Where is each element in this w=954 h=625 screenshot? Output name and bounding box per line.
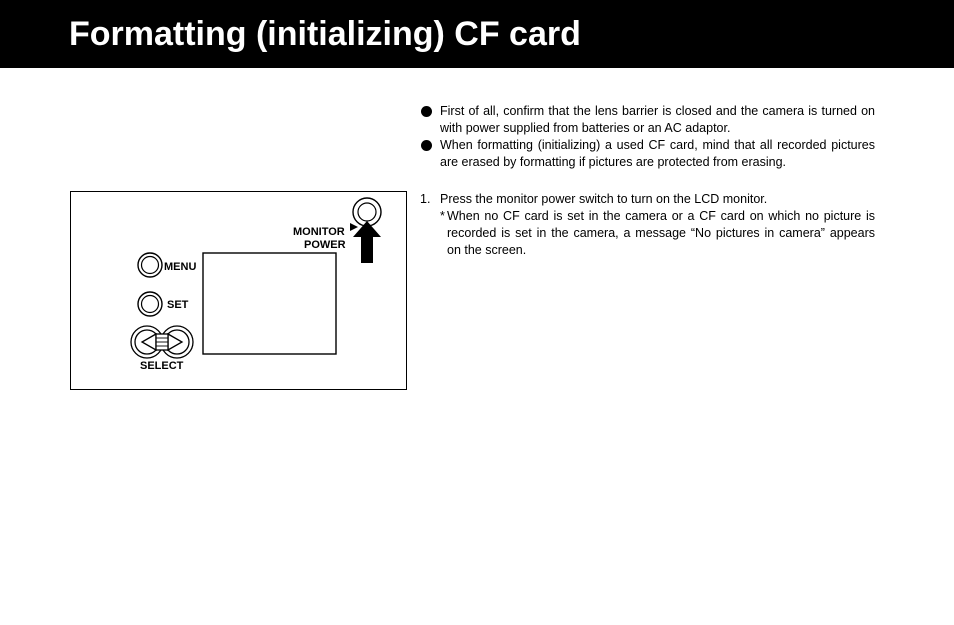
note-marker: * <box>440 209 445 223</box>
camera-back-illustration <box>70 191 408 391</box>
step-note <box>420 208 875 259</box>
bullet-dot-icon <box>421 106 432 117</box>
bullet-dot-icon <box>421 140 432 151</box>
page-header <box>0 0 954 68</box>
menu-label: MENU <box>164 261 197 273</box>
power-label: POWER <box>304 239 346 251</box>
bullet-text: When formatting (initializing) a used CF card, mind that all recorded pictures are erased by formatting if pictures are protected from erasing. <box>440 138 875 169</box>
camera-back-diagram <box>70 191 408 391</box>
select-label: SELECT <box>140 360 184 372</box>
monitor-label: MONITOR <box>293 226 345 238</box>
step-number: 1. <box>420 192 431 206</box>
step-item <box>420 191 875 208</box>
bullet-item <box>420 103 875 137</box>
bullet-text: First of all, confirm that the lens barrier is closed and the camera is turned on with power supplied from batteries or an AC adaptor. <box>440 104 875 135</box>
step-text: Press the monitor power switch to turn on the LCD monitor. <box>440 192 768 206</box>
bullet-item <box>420 137 875 171</box>
set-label: SET <box>167 299 189 311</box>
page-title: Formatting (initializing) CF card <box>69 15 581 53</box>
note-text: When no CF card is set in the camera or a CF card on which no picture is recorded is set in the camera, a message “No pictures in camera” appears on the screen. <box>447 209 875 257</box>
instructions <box>420 103 875 259</box>
lcd-monitor <box>203 253 336 354</box>
